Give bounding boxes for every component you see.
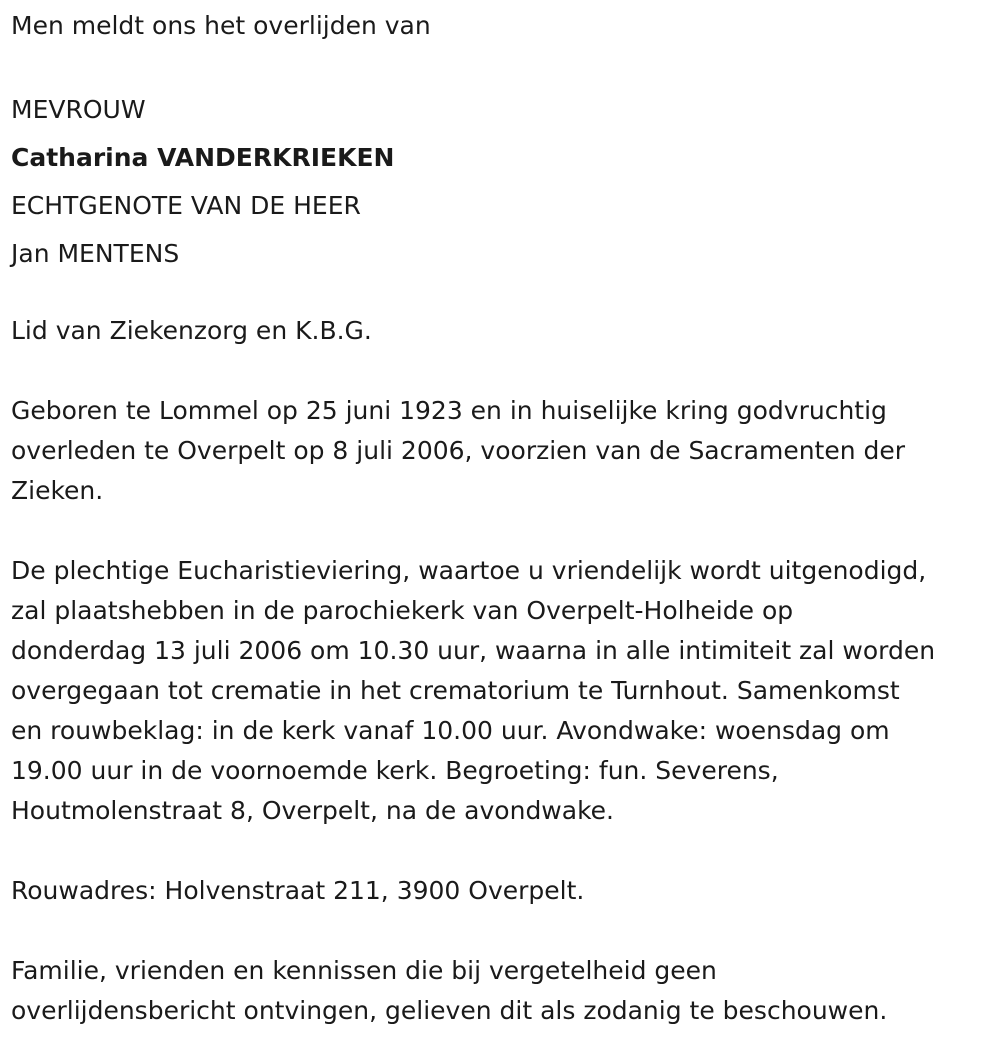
membership-text: Lid van Ziekenzorg en K.B.G. [11, 316, 372, 345]
deceased-name: Catharina VANDERKRIEKEN [11, 143, 395, 172]
birth-death-paragraph [11, 391, 991, 511]
deceased-title: MEVROUW [11, 95, 146, 124]
paragraph-line: donderdag 13 juli 2006 om 10.30 uur, waarna in alle intimiteit zal worden [11, 636, 936, 665]
spouse-name: Jan MENTENS [11, 239, 180, 268]
ceremony-paragraph [11, 551, 991, 831]
paragraph-line: Geboren te Lommel op 25 juni 1923 en in huiselijke kring godvruchtig [11, 396, 887, 425]
paragraph-line: overleden te Overpelt op 8 juli 2006, voorzien van de Sacramenten der [11, 436, 906, 465]
deceased-header [11, 86, 991, 278]
paragraph-line: Zieken. [11, 476, 104, 505]
mourning-address: Rouwadres: Holvenstraat 211, 3900 Overpelt. [11, 876, 585, 905]
paragraph-line: en rouwbeklag: in de kerk vanaf 10.00 uur. Avondwake: woensdag om [11, 716, 890, 745]
paragraph-line: zal plaatshebben in de parochiekerk van Overpelt-Holheide op [11, 596, 794, 625]
paragraph-line: 19.00 uur in de voornoemde kerk. Begroeting: fun. Severens, [11, 756, 779, 785]
paragraph-line: overgegaan tot crematie in het crematorium te Turnhout. Samenkomst [11, 676, 900, 705]
relation-text: ECHTGENOTE VAN DE HEER [11, 191, 361, 220]
paragraph-line: overlijdensbericht ontvingen, gelieven dit als zodanig te beschouwen. [11, 996, 888, 1025]
paragraph-line: Familie, vrienden en kennissen die bij vergetelheid geen [11, 956, 717, 985]
paragraph-line: Houtmolenstraat 8, Overpelt, na de avondwake. [11, 796, 614, 825]
intro-text: Men meldt ons het overlijden van [11, 11, 431, 40]
obituary-notice [11, 0, 991, 1031]
paragraph-line: De plechtige Eucharistieviering, waartoe u vriendelijk wordt uitgenodigd, [11, 556, 927, 585]
closing-paragraph [11, 951, 991, 1031]
